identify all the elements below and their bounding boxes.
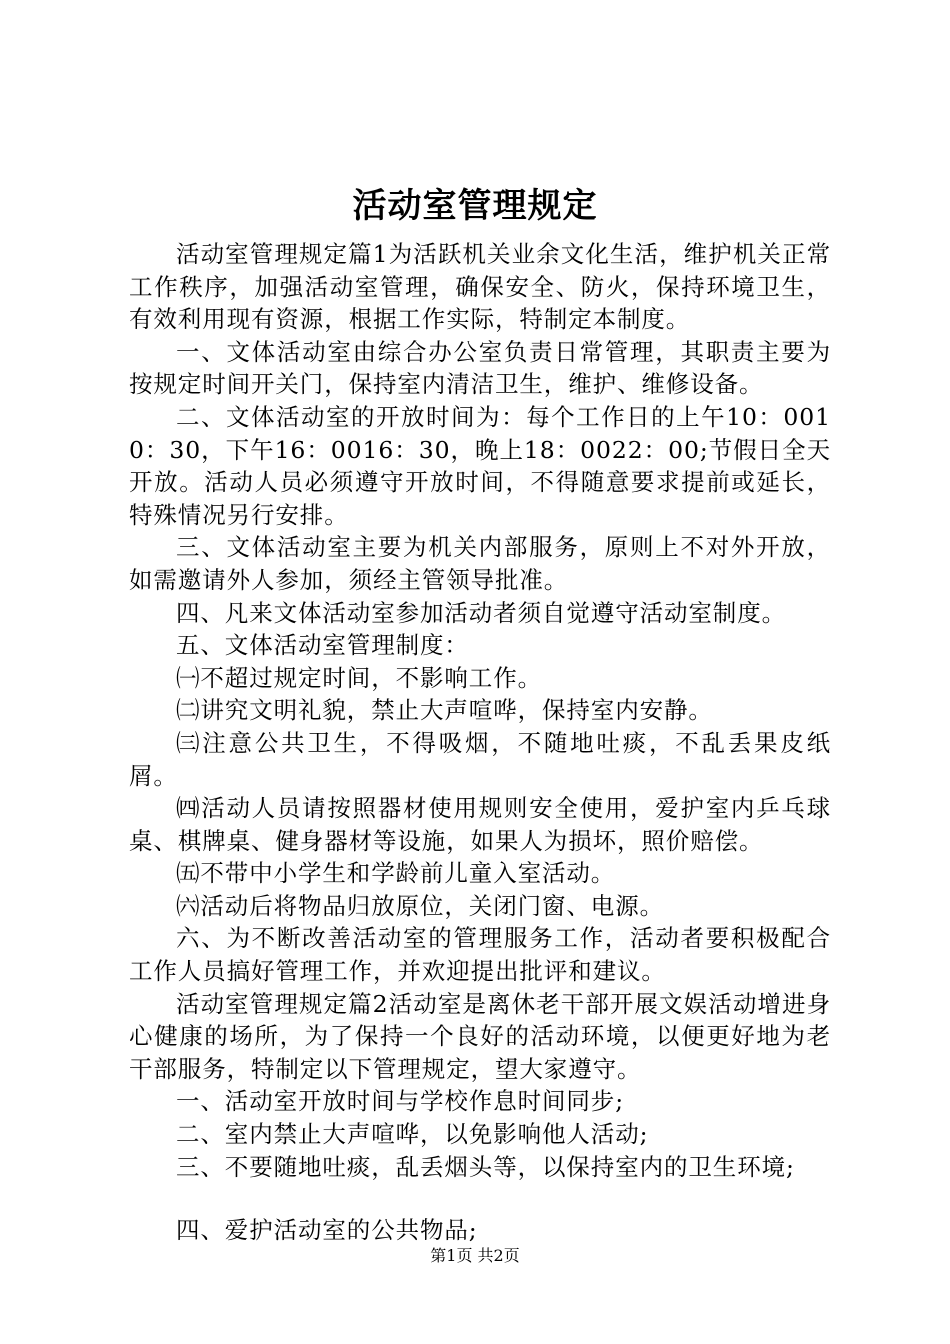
- paragraph: 活动室管理规定篇1为活跃机关业余文化生活，维护机关正常工作秩序，加强活动室管理，确保安全、防火，保持环境卫生，有效利用现有资源，根据工作实际，特制定本制度。: [129, 240, 831, 334]
- paragraph: 一、活动室开放时间与学校作息时间同步;: [176, 1087, 625, 1116]
- paragraph: 一、文体活动室由综合办公室负责日常管理，其职责主要为按规定时间开关门，保持室内清洁卫生，维护、维修设备。: [129, 337, 831, 399]
- paragraph: 六、为不断改善活动室的管理服务工作，活动者要积极配合工作人员搞好管理工作，并欢迎提出批评和建议。: [129, 924, 831, 986]
- paragraph: ㈡讲究文明礼貌，禁止大声喧哗，保持室内安静。: [176, 696, 713, 725]
- paragraph: ㈥活动后将物品归放原位，关闭门窗、电源。: [176, 891, 664, 920]
- paragraph: ㈤不带中小学生和学龄前儿童入室活动。: [176, 859, 616, 888]
- paragraph: 活动室管理规定篇2活动室是离休老干部开展文娱活动增进身心健康的场所，为了保持一个良好的活动环境，以便更好地为老干部服务，特制定以下管理规定，望大家遵守。: [129, 989, 831, 1083]
- paragraph: 五、文体活动室管理制度：: [176, 631, 469, 660]
- paragraph: ㈣活动人员请按照器材使用规则安全使用，爱护室内乒乓球桌、棋牌桌、健身器材等设施，如果人为损坏，照价赔偿。: [129, 794, 831, 855]
- paragraph: 三、文体活动室主要为机关内部服务，原则上不对外开放，如需邀请外人参加，须经主管领导批准。: [129, 533, 831, 594]
- paragraph: 四、凡来文体活动室参加活动者须自觉遵守活动室制度。: [176, 598, 786, 627]
- paragraph: 三、不要随地吐痰，乱丢烟头等，以保持室内的卫生环境;: [176, 1152, 795, 1181]
- document-body: [129, 238, 831, 1247]
- page-title: 活动室管理规定: [352, 186, 598, 226]
- paragraph: 二、室内禁止大声喧哗，以免影响他人活动;: [176, 1120, 649, 1149]
- paragraph: ㈢注意公共卫生，不得吸烟，不随地吐痰，不乱丢果皮纸屑。: [129, 728, 831, 790]
- paragraph: ㈠不超过规定时间，不影响工作。: [176, 663, 542, 692]
- page-number-footer: 第1页 共2页: [430, 1246, 520, 1265]
- paragraph: 四、爱护活动室的公共物品;: [176, 1216, 478, 1245]
- paragraph: 二、文体活动室的开放时间为：每个工作日的上午10：0010：30，下午16：0016：30，晚上18：0022：00;节假日全天开放。活动人员必须遵守开放时间，不得随意要求提前或延长，特殊情况另行安排。: [129, 402, 831, 529]
